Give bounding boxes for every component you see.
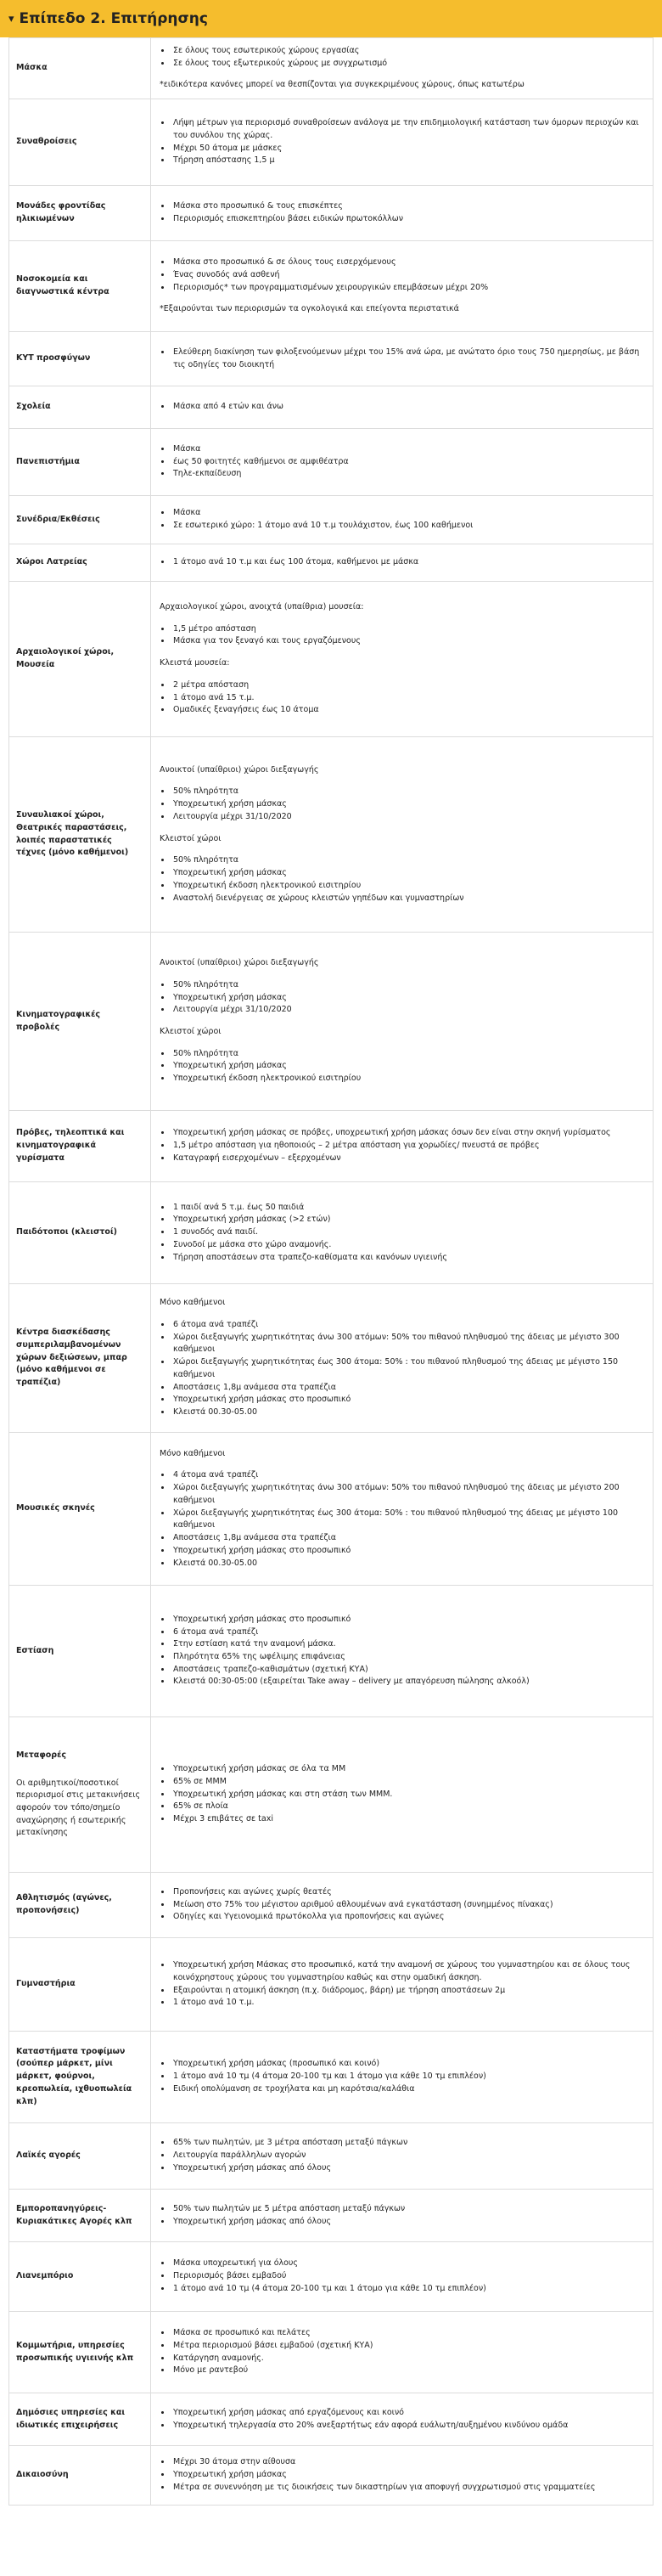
measure-item: • Ειδική οπολύμανση σε τροχήλατα και μη καρότσια/καλάθια	[171, 2083, 644, 2096]
measure-item: • Κλειστά 00.30-05.00	[171, 1406, 644, 1419]
measure-list	[160, 347, 644, 371]
measure-item: • 1 άτομο ανά 10 τ.μ.	[171, 1997, 644, 2010]
measure-item: • Υποχρεωτική χρήση μάσκας στο προσωπικό	[171, 1545, 644, 1558]
measure-item: • 65% των πωλητών, με 3 μέτρα απόσταση μεταξύ πάγκων	[171, 2137, 644, 2150]
measure-item: • Συνοδοί με μάσκα στο χώρο αναμονής.	[171, 1239, 644, 1252]
measure-item: • Λειτουργία μέχρι 31/10/2020	[171, 811, 644, 824]
measure-item: • Αναστολή διενέργειας σε χώρους κλειστών γηπέδων και γυμναστηρίων	[171, 893, 644, 905]
measure-list	[160, 1614, 644, 1688]
measure-list	[160, 401, 644, 414]
measure-item: • Αποστάσεις 1,8μ ανάμεσα στα τραπέζια	[171, 1382, 644, 1395]
measure-item: • 1 άτομο ανά 10 τ.μ και έως 100 άτομα, καθήμενοι με μάσκα	[171, 556, 644, 569]
measures-cell	[151, 386, 654, 429]
measure-list	[160, 1127, 644, 1164]
measure-note: Αρχαιολογικοί χώροι, ανοιχτά (υπαίθρια) μουσεία:	[160, 601, 364, 612]
measure-item: • Υποχρεωτική χρήση μάσκας	[171, 867, 644, 880]
measures-cell	[151, 1284, 654, 1433]
category-cell	[9, 2242, 151, 2312]
category-cell	[9, 1284, 151, 1433]
category-label: Αρχαιολογικοί χώροι, Μουσεία	[16, 647, 115, 669]
measure-item: • 65% σε πλοία	[171, 1801, 644, 1813]
measure-row	[9, 241, 654, 332]
measure-item: • Ένας συνοδός ανά ασθενή	[171, 269, 644, 282]
measure-list	[160, 2137, 644, 2174]
measures-cell	[151, 38, 654, 99]
measure-item: • Σε όλους τους εξωτερικούς χώρους με συγχρωτισμό	[171, 58, 644, 70]
measure-item: • Υποχρεωτική έκδοση ηλεκτρονικού εισιτηρίου	[171, 880, 644, 893]
measure-item: • 50% των πωλητών με 5 μέτρα απόσταση μεταξύ πάγκων	[171, 2203, 644, 2216]
measure-row	[9, 1182, 654, 1284]
measures-cell	[151, 241, 654, 332]
measures-cell	[151, 1182, 654, 1284]
measure-list	[160, 443, 644, 481]
spacer	[160, 824, 644, 833]
measure-item: • Μάσκα σε προσωπικό και πελάτες	[171, 2327, 644, 2340]
measure-list	[160, 507, 644, 532]
measure-row	[9, 2393, 654, 2446]
category-cell	[9, 332, 151, 386]
measure-note: Κλειστά μουσεία:	[160, 658, 230, 668]
category-label: Δημόσιες υπηρεσίες και ιδιωτικές επιχειρήσεις	[16, 2407, 126, 2430]
category-label: Κέντρα διασκέδασης συμπεριλαμβανομένων χώρων δεξιώσεων, μπαρ (μόνο καθήμενοι σε τραπέζια)	[16, 1327, 127, 1388]
measure-note: Ανοικτοί (υπαίθριοι) χώροι διεξαγωγής	[160, 958, 319, 968]
measure-item: • Οδηγίες και Υγειονομικά πρωτόκολλα για προπονήσεις και αγώνες	[171, 1911, 644, 1924]
spacer	[160, 70, 644, 79]
measure-item: • 50% πληρότητα	[171, 786, 644, 798]
category-label: Μονάδες φροντίδας ηλικιωμένων	[16, 201, 106, 223]
measures-cell	[151, 186, 654, 241]
measure-item: • Υποχρεωτική χρήση μάσκας και στη στάση των ΜΜΜ.	[171, 1789, 644, 1801]
measure-row	[9, 38, 654, 99]
measures-cell	[151, 2312, 654, 2393]
measure-item: • 4 άτομα ανά τραπέζι	[171, 1469, 644, 1482]
measure-item: • Τήρηση αποστάσεων στα τραπεζο-καθίσματα και κανόνων υγιεινής	[171, 1252, 644, 1265]
measure-row	[9, 737, 654, 933]
measure-item: • Τήρηση απόστασης 1,5 μ	[171, 155, 644, 167]
measure-row	[9, 2032, 654, 2123]
measure-list	[160, 1048, 644, 1085]
measure-item: • Περιορισμός επισκεπτηρίου βάσει ειδικών πρωτοκόλλων	[171, 213, 644, 226]
category-label: Γυμναστήρια	[16, 1979, 76, 1989]
category-label: Αθλητισμός (αγώνες, προπονήσεις)	[16, 1893, 112, 1915]
measure-row	[9, 2242, 654, 2312]
measure-item: • Μάσκα στο προσωπικό & τους επισκέπτες	[171, 200, 644, 213]
measure-row	[9, 496, 654, 544]
measure-item: • Υποχρεωτική χρήση μάσκας	[171, 798, 644, 811]
measures-cell	[151, 99, 654, 186]
measure-item: • έως 50 φοιτητές καθήμενοι σε αμφιθέατρα	[171, 456, 644, 469]
measure-row	[9, 2123, 654, 2190]
category-note: Οι αριθμητικοί/ποσοτικοί περιορισμοί στις μετακινήσεις αφορούν τον τόπο/σημείο αναχώρησης ή εσωτερικής μετακίνησης	[16, 1778, 141, 1838]
measure-note: Κλειστοί χώροι	[160, 1027, 222, 1036]
category-label: Μουσικές σκηνές	[16, 1503, 95, 1513]
measure-item: • Μέχρι 30 άτομα στην αίθουσα	[171, 2456, 644, 2469]
measure-list	[160, 2456, 644, 2494]
measure-item: • 1 άτομο ανά 10 τμ (4 άτομα 20-100 τμ και 1 άτομο για κάθε 10 τμ επιπλέον)	[171, 2071, 644, 2083]
measure-note: *ειδικότερα κανόνες μπορεί να θεσπίζονται για συγκεκριμένους χώρους, όπως κατωτέρω	[160, 80, 525, 90]
measure-row	[9, 1433, 654, 1586]
category-label: Μάσκα	[16, 63, 48, 73]
measure-item: • Μέχρι 50 άτομα με μάσκες	[171, 143, 644, 155]
category-label: Καταστήματα τροφίμων (σούπερ μάρκετ, μίνι μάρκετ, φούρνοι, κρεοπωλεία, ιχθυοπωλεία κλπ)	[16, 2046, 132, 2106]
measure-item: • Κατάργηση αναμονής.	[171, 2353, 644, 2365]
category-cell	[9, 1111, 151, 1182]
category-cell	[9, 1586, 151, 1717]
measures-cell	[151, 1586, 654, 1717]
measure-item: • Υποχρεωτική χρήση μάσκας (>2 ετών)	[171, 1214, 644, 1226]
measure-row	[9, 332, 654, 386]
measure-row	[9, 1284, 654, 1433]
measures-cell	[151, 544, 654, 582]
measure-item: • 1 άτομο ανά 15 τ.μ.	[171, 692, 644, 705]
chevron-down-icon: ▾	[8, 12, 14, 25]
measure-row	[9, 2446, 654, 2506]
spacer	[160, 648, 644, 657]
measures-cell	[151, 429, 654, 496]
measures-cell	[151, 933, 654, 1111]
measure-item: • Χώροι διεξαγωγής χωρητικότητας άνω 300 ατόμων: 50% του πιθανού πληθυσμού της άδειας με μέγιστο 200 καθήμενοι	[171, 1482, 644, 1507]
measure-item: • Μάσκα	[171, 443, 644, 456]
measures-cell	[151, 2190, 654, 2242]
category-label: Συνέδρια/Εκθέσεις	[16, 514, 100, 524]
measure-note: Μόνο καθήμενοι	[160, 1448, 226, 1458]
category-label: Μεταφορές	[16, 1750, 67, 1760]
measure-list	[160, 117, 644, 167]
measures-table	[8, 37, 654, 2506]
measures-cell	[151, 332, 654, 386]
measure-item: • Μέτρα σε συνεννόηση με τις διοικήσεις των δικαστηρίων για αποφυγή συγχρωτισμού στις γραμματείες	[171, 2482, 644, 2494]
measure-item: • Υποχρεωτική χρήση μάσκας από όλους	[171, 2216, 644, 2229]
measure-item: • 6 άτομα ανά τραπέζι	[171, 1319, 644, 1332]
measure-item: • Κλειστά 00.30-05.00	[171, 1558, 644, 1570]
category-cell	[9, 2190, 151, 2242]
measure-row	[9, 1586, 654, 1717]
category-cell	[9, 737, 151, 933]
category-label: Εστίαση	[16, 1645, 54, 1655]
category-cell	[9, 1873, 151, 1938]
spacer	[160, 1039, 644, 1048]
measure-item: • Προπονήσεις και αγώνες χωρίς θεατές	[171, 1886, 644, 1899]
measure-row	[9, 99, 654, 186]
measure-item: • Σε όλους τους εσωτερικούς χώρους εργασίας	[171, 45, 644, 58]
measure-item: • 1,5 μέτρο απόσταση για ηθοποιούς – 2 μέτρα απόσταση για χορωδίες/ πνευστά σε πρόβες	[171, 1140, 644, 1153]
measure-list	[160, 1319, 644, 1419]
measure-note: Ανοικτοί (υπαίθριοι) χώροι διεξαγωγής	[160, 764, 319, 775]
category-cell	[9, 1182, 151, 1284]
measure-item: • 50% πληρότητα	[171, 1048, 644, 1061]
measure-item: • Αποστάσεις τραπεζο-καθισμάτων (σχετική ΚΥΑ)	[171, 1664, 644, 1677]
measure-item: • Υποχρεωτική τηλεργασία στο 20% ανεξαρτήτως εάν αφορά ευάλωτη/αυξημένου κινδύνου ομάδα	[171, 2420, 644, 2432]
measure-item: • 50% πληρότητα	[171, 979, 644, 992]
measure-item: • Περιορισμός βάσει εμβαδού	[171, 2270, 644, 2283]
measure-item: • 1 συνοδός ανά παιδί.	[171, 1226, 644, 1239]
measure-item: • 6 άτομα ανά τραπέζι	[171, 1626, 644, 1639]
measure-list	[160, 2258, 644, 2295]
spacer	[160, 294, 644, 303]
measure-item: • Μάσκα για τον ξεναγό και τους εργαζόμενους	[171, 635, 644, 648]
category-cell	[9, 38, 151, 99]
measure-item: • Λήψη μέτρων για περιορισμό συναθροίσεων ανάλογα με την επιδημιολογική κατάσταση των όμορων περιοχών και του συνόλου της χώρας.	[171, 117, 644, 142]
measure-item: • Χώροι διεξαγωγής χωρητικότητας έως 300 άτομα: 50% : του πιθανού πληθυσμού της άδειας με μέγιστο 100 καθήμενοι	[171, 1508, 644, 1532]
measure-list	[160, 256, 644, 294]
measure-item: • Καταγραφή εισερχομένων – εξερχομένων	[171, 1153, 644, 1165]
measure-list	[160, 200, 644, 225]
category-cell	[9, 2312, 151, 2393]
measure-list	[160, 979, 644, 1017]
category-cell	[9, 2393, 151, 2446]
measure-row	[9, 2312, 654, 2393]
measure-list	[160, 2407, 644, 2432]
measure-item: • 2 μέτρα απόσταση	[171, 679, 644, 692]
measure-item: • Μάσκα υποχρεωτική για όλους	[171, 2258, 644, 2270]
measure-item: • Κλειστά 00:30-05:00 (εξαιρείται Take away – delivery με απαγόρευση πώλησης αλκοόλ)	[171, 1676, 644, 1688]
measure-row	[9, 386, 654, 429]
spacer	[160, 614, 644, 623]
measures-cell	[151, 1873, 654, 1938]
category-label: Χώροι Λατρείας	[16, 557, 87, 567]
measure-item: • 1,5 μέτρο απόσταση	[171, 623, 644, 636]
category-cell	[9, 933, 151, 1111]
category-cell	[9, 1938, 151, 2032]
measure-item: • Υποχρεωτική χρήση μάσκας στο προσωπικό	[171, 1394, 644, 1406]
measure-list	[160, 679, 644, 717]
measure-item: • Πληρότητα 65% της ωφέλιμης επιφάνειας	[171, 1651, 644, 1664]
measures-cell	[151, 2123, 654, 2190]
category-label: Συναθροίσεις	[16, 137, 77, 147]
measure-list	[160, 786, 644, 823]
measure-row	[9, 1938, 654, 2032]
measure-item: • Τηλε-εκπαίδευση	[171, 468, 644, 481]
measure-list	[160, 556, 644, 569]
measure-list	[160, 2203, 644, 2228]
measure-item: • Υποχρεωτική χρήση μάσκας	[171, 1060, 644, 1073]
measure-item: • Λειτουργία μέχρι 31/10/2020	[171, 1004, 644, 1017]
measure-list	[160, 2327, 644, 2377]
measure-list	[160, 2058, 644, 2095]
spacer	[160, 970, 644, 979]
measure-row	[9, 1111, 654, 1182]
category-cell	[9, 2446, 151, 2506]
spacer	[160, 1310, 644, 1319]
measure-item: • Υποχρεωτική χρήση Μάσκας στο προσωπικό, κατά την αναμονή σε χώρους του γυμναστηρίου και σε όλους τους κοινόχρηστους χώρους του γυμναστηρίου καθώς και στην ομαδική άσκηση.	[171, 1959, 644, 1984]
measure-item: • Εξαιρούνται η ατομική άσκηση (π.χ. διάδρομος, βάρη) με τήρηση αποστάσεων 2μ	[171, 1985, 644, 1998]
measure-list	[160, 623, 644, 648]
category-cell	[9, 386, 151, 429]
measure-row	[9, 933, 654, 1111]
measure-item: • Μέτρα περιορισμού βάσει εμβαδού (σχετική ΚΥΑ)	[171, 2340, 644, 2353]
measure-item: • Σε εσωτερικό χώρο: 1 άτομο ανά 10 τ.μ τουλάχιστον, έως 100 καθήμενοι	[171, 520, 644, 533]
measure-item: • Υποχρεωτική χρήση μάσκας στο προσωπικό	[171, 1614, 644, 1626]
measure-note: Μόνο καθήμενοι	[160, 1298, 226, 1308]
category-label: Λαϊκές αγορές	[16, 2150, 81, 2161]
measures-cell	[151, 2393, 654, 2446]
measure-item: • Στην εστίαση κατά την αναμονή μάσκα.	[171, 1638, 644, 1651]
measure-item: • Χώροι διεξαγωγής χωρητικότητας έως 300 άτομα: 50% : του πιθανού πληθυσμού της άδειας με μέγιστο 150 καθήμενοι	[171, 1356, 644, 1381]
measure-item: • Χώροι διεξαγωγής χωρητικότητας άνω 300 ατόμων: 50% του πιθανού πληθυσμού της άδειας με μέγιστο 300 καθήμενοι	[171, 1332, 644, 1356]
measures-cell	[151, 2446, 654, 2506]
measure-list	[160, 1763, 644, 1826]
measure-item: • Υποχρεωτική χρήση μάσκας	[171, 2469, 644, 2482]
measure-item: • Μέχρι 3 επιβάτες σε taxi	[171, 1813, 644, 1826]
measure-item: • Αποστάσεις 1,8μ ανάμεσα στα τραπέζια	[171, 1532, 644, 1545]
spacer	[160, 776, 644, 786]
category-label: Σχολεία	[16, 402, 51, 412]
measure-item: • Μάσκα	[171, 507, 644, 520]
measure-item: • Υποχρεωτική χρήση μάσκας σε πρόβες, υποχρεωτική χρήση μάσκας όσων δεν είναι στην σκηνή γυρίσματος	[171, 1127, 644, 1140]
measure-note: Κλειστοί χώροι	[160, 833, 222, 843]
measure-row	[9, 186, 654, 241]
measure-item: • 65% σε ΜΜΜ	[171, 1776, 644, 1789]
measure-list	[160, 1959, 644, 2010]
measure-item: • 1 άτομο ανά 10 τμ (4 άτομα 20-100 τμ και 1 άτομο για κάθε 10 τμ επιπλέον)	[171, 2283, 644, 2296]
measure-list	[160, 1886, 644, 1924]
measures-cell	[151, 2032, 654, 2123]
measure-item: • Υποχρεωτική χρήση μάσκας (προσωπικό και κοινό)	[171, 2058, 644, 2071]
category-label: Λιανεμπόριο	[16, 2271, 74, 2281]
measures-cell	[151, 737, 654, 933]
measures-cell	[151, 582, 654, 737]
measure-item: • Υποχρεωτική έκδοση ηλεκτρονικού εισιτηρίου	[171, 1073, 644, 1085]
measure-item: • Μείωση στο 75% του μέγιστου αριθμού αθλουμένων ανά εγκατάσταση (συνημμένος πίνακας)	[171, 1899, 644, 1912]
measure-item: • Ομαδικές ξεναγήσεις έως 10 άτομα	[171, 704, 644, 717]
measure-row	[9, 1873, 654, 1938]
measure-list	[160, 854, 644, 905]
category-label: Εμποροπανηγύρεις-Κυριακάτικες Αγορές κλπ	[16, 2203, 132, 2226]
category-label: Πρόβες, τηλεοπτικά και κινηματογραφικά γυρίσματα	[16, 1128, 125, 1163]
measure-item: • Υποχρεωτική χρήση μάσκας από όλους	[171, 2162, 644, 2175]
category-cell	[9, 582, 151, 737]
measure-row	[9, 2190, 654, 2242]
level-accordion-header[interactable]	[0, 0, 662, 37]
measure-item: • Υποχρεωτική χρήση μάσκας σε όλα τα ΜΜ	[171, 1763, 644, 1776]
measure-item: • Περιορισμός* των προγραμματισμένων χειρουργικών επεμβάσεων μέχρι 20%	[171, 282, 644, 295]
measure-row	[9, 1717, 654, 1873]
measure-item: • Υποχρεωτική χρήση μάσκας	[171, 992, 644, 1005]
measure-item: • Μάσκα στο προσωπικό & σε όλους τους εισερχόμενους	[171, 256, 644, 269]
measures-cell	[151, 1717, 654, 1873]
spacer	[160, 670, 644, 679]
measure-list	[160, 1202, 644, 1265]
category-cell	[9, 241, 151, 332]
measure-note: *Εξαιρούνται των περιορισμών τα ογκολογικά και επείγοντα περιστατικά	[160, 304, 459, 314]
measure-item: • 1 παιδί ανά 5 τ.μ. έως 50 παιδιά	[171, 1202, 644, 1215]
measure-item: • Μάσκα από 4 ετών και άνω	[171, 401, 644, 414]
measures-cell	[151, 1938, 654, 2032]
measure-item: • Λειτουργία παράλληλων αγορών	[171, 2150, 644, 2162]
category-cell	[9, 99, 151, 186]
measures-cell	[151, 1111, 654, 1182]
category-label: Δικαιοσύνη	[16, 2470, 69, 2480]
category-label: Παιδότοποι (κλειστοί)	[16, 1227, 117, 1237]
category-cell	[9, 1717, 151, 1873]
category-label: Συναυλιακοί χώροι, Θεατρικές παραστάσεις, λοιπές παραστατικές τέχνες (μόνο καθήμενοι)	[16, 810, 129, 858]
measure-item: • 50% πληρότητα	[171, 854, 644, 867]
measure-item: • Ελεύθερη διακίνηση των φιλοξενούμενων μέχρι του 15% ανά ώρα, με ανώτατο όριο τους 750 ημερησίως, με βάση τις οδηγίες του διοικητή	[171, 347, 644, 371]
category-cell	[9, 2123, 151, 2190]
category-cell	[9, 2032, 151, 2123]
measures-cell	[151, 496, 654, 544]
level-title: Επίπεδο 2. Επιτήρησης	[19, 10, 208, 27]
category-cell	[9, 186, 151, 241]
category-cell	[9, 429, 151, 496]
category-cell	[9, 544, 151, 582]
category-label: Νοσοκομεία και διαγνωστικά κέντρα	[16, 274, 109, 296]
spacer	[160, 845, 644, 854]
measure-list	[160, 45, 644, 70]
category-cell	[9, 496, 151, 544]
measures-cell	[151, 2242, 654, 2312]
category-label: Κομμωτήρια, υπηρεσίες προσωπικής υγιεινής κλπ	[16, 2340, 134, 2363]
measure-list	[160, 1469, 644, 1570]
category-label: Κινηματογραφικές προβολές	[16, 1009, 101, 1032]
spacer	[160, 1017, 644, 1026]
category-label: ΚΥΤ προσφύγων	[16, 353, 91, 364]
spacer	[160, 1460, 644, 1469]
measure-item: • Μόνο με ραντεβού	[171, 2365, 644, 2377]
measures-cell	[151, 1433, 654, 1586]
category-label: Πανεπιστήμια	[16, 456, 80, 466]
measure-row	[9, 544, 654, 582]
category-cell	[9, 1433, 151, 1586]
measure-row	[9, 582, 654, 737]
measure-item: • Υποχρεωτική χρήση μάσκας από εργαζόμενους και κοινό	[171, 2407, 644, 2420]
measure-row	[9, 429, 654, 496]
